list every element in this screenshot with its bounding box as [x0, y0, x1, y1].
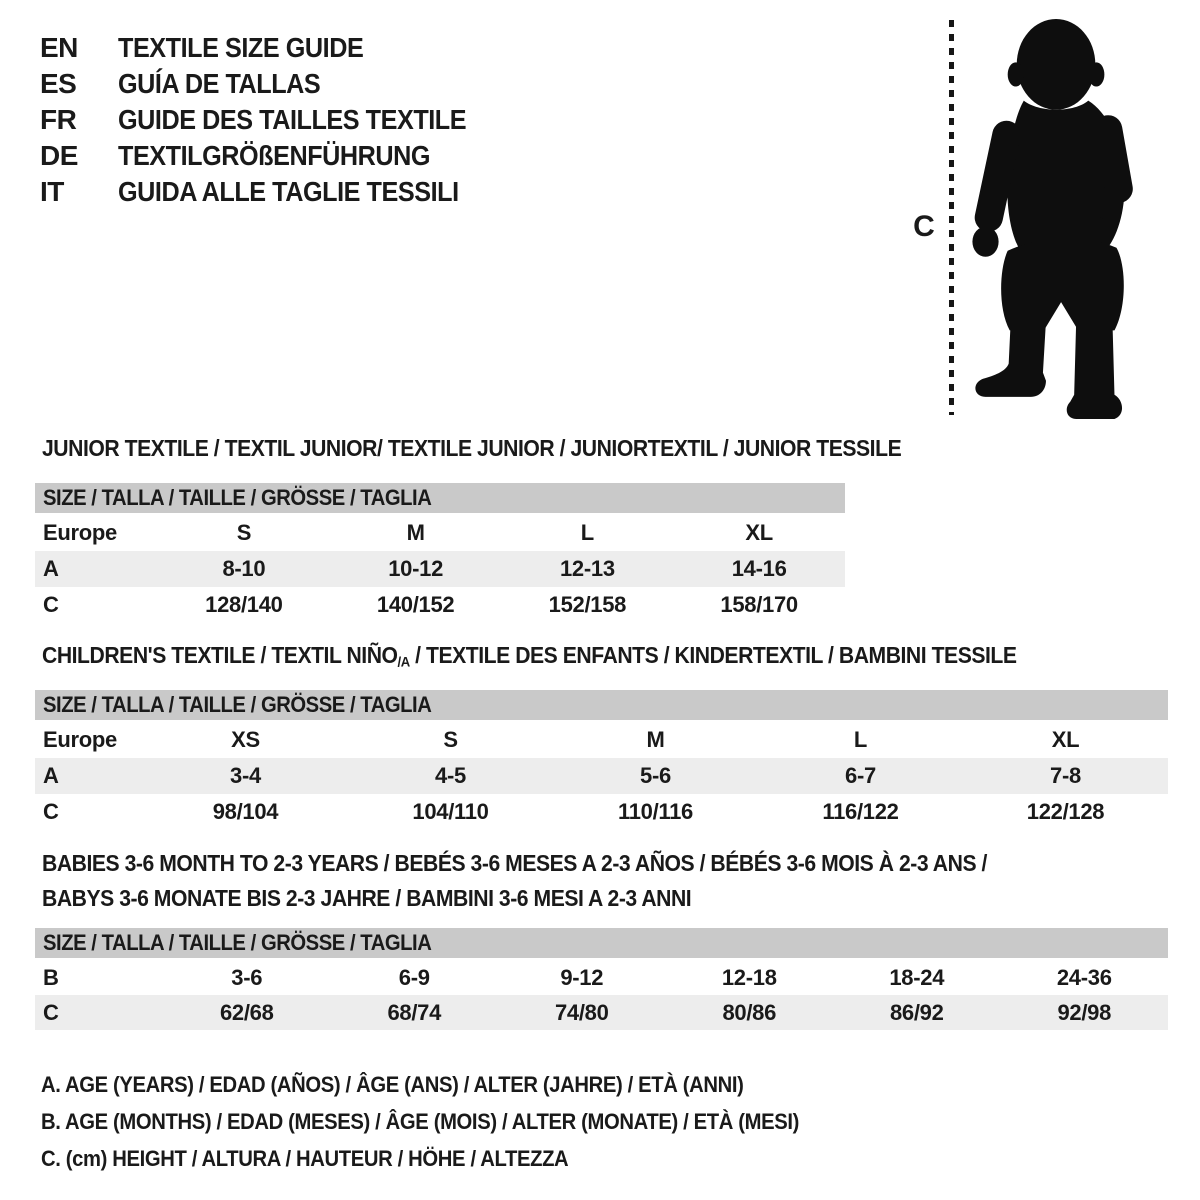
value-cell: 98/104	[212, 799, 279, 824]
language-row	[40, 66, 505, 102]
value-cell: XS	[231, 727, 260, 752]
language-list	[40, 30, 505, 210]
value-cell: 116/122	[822, 799, 899, 824]
language-code: ES	[40, 68, 77, 99]
row-label-cell: B	[43, 964, 59, 990]
children-title-sub: /A	[397, 654, 410, 671]
value-cell: 4-5	[435, 763, 466, 788]
language-code: IT	[40, 176, 64, 207]
value-cell: 12-13	[559, 556, 615, 581]
height-measure-dashed-line	[949, 20, 954, 415]
table-row	[35, 722, 1168, 758]
children-size-table	[35, 690, 1168, 830]
junior-size-table	[35, 483, 845, 623]
language-row	[40, 174, 505, 210]
value-cell: 128/140	[205, 592, 283, 617]
height-measure-label: C	[913, 210, 935, 243]
value-cell: 80/86	[722, 999, 777, 1025]
junior-size-header-text: SIZE / TALLA / TAILLE / GRÖSSE / TAGLIA	[43, 485, 432, 510]
children-size-header-text: SIZE / TALLA / TAILLE / GRÖSSE / TAGLIA	[43, 692, 432, 717]
value-cell: L	[853, 727, 868, 752]
value-cell: 110/116	[618, 799, 693, 824]
value-cell: 92/98	[1057, 999, 1112, 1025]
value-cell: 104/110	[412, 799, 489, 824]
value-cell: 7-8	[1050, 763, 1081, 788]
value-cell: 8-10	[222, 556, 266, 581]
value-cell: 3-4	[230, 763, 261, 788]
language-code: DE	[40, 140, 78, 171]
table-row	[35, 758, 1168, 794]
table-row	[35, 794, 1168, 830]
language-label: GUIDA ALLE TAGLIE TESSILI	[118, 176, 459, 207]
value-cell: 140/152	[376, 592, 455, 617]
value-cell: 62/68	[219, 999, 274, 1025]
value-cell: XL	[745, 520, 773, 545]
value-cell: 86/92	[889, 999, 944, 1025]
language-row	[40, 30, 505, 66]
value-cell: L	[580, 520, 594, 545]
value-cell: 18-24	[889, 964, 945, 990]
language-row	[40, 102, 505, 138]
value-cell: M	[646, 727, 665, 752]
junior-section-title: JUNIOR TEXTILE / TEXTIL JUNIOR/ TEXTILE JUNIOR / JUNIORTEXTIL / JUNIOR TESSILE	[42, 435, 902, 461]
language-label: GUÍA DE TALLAS	[118, 68, 321, 99]
table-row	[35, 960, 1168, 995]
value-cell: 3-6	[231, 964, 263, 990]
language-label: GUIDE DES TAILLES TEXTILE	[118, 104, 467, 135]
toddler-silhouette-icon	[963, 14, 1140, 422]
row-label-cell: C	[43, 999, 59, 1025]
babies-table	[35, 960, 1168, 1030]
value-cell: 6-7	[845, 763, 876, 788]
legend-line: A. AGE (YEARS) / EDAD (AÑOS) / ÂGE (ANS) / ALTER (JAHRE) / ETÀ (ANNI)	[41, 1072, 744, 1097]
babies-title-line2: BABYS 3-6 MONATE BIS 2-3 JAHRE / BAMBINI 3-6 MESI A 2-3 ANNI	[42, 885, 692, 911]
junior-table	[35, 515, 845, 623]
row-label-cell: C	[43, 592, 59, 617]
children-table	[35, 722, 1168, 830]
language-row	[40, 138, 505, 174]
value-cell: 68/74	[387, 999, 442, 1025]
value-cell: 5-6	[640, 763, 671, 788]
children-size-header-band	[35, 690, 1168, 720]
measurement-legend	[41, 1066, 865, 1177]
table-row	[35, 995, 1168, 1030]
value-cell: 12-18	[721, 964, 777, 990]
value-cell: 152/158	[548, 592, 627, 617]
row-label-cell: A	[43, 556, 59, 581]
language-label: TEXTILE SIZE GUIDE	[118, 32, 364, 63]
value-cell: S	[443, 727, 458, 752]
children-section-title	[42, 643, 1017, 676]
babies-section-title	[42, 846, 987, 916]
children-title-rest: / TEXTILE DES ENFANTS / KINDERTEXTIL / BAMBINI TESSILE	[409, 642, 1017, 668]
children-title-main: CHILDREN'S TEXTILE / TEXTIL NIÑO	[42, 642, 398, 668]
value-cell: S	[236, 520, 252, 545]
language-code: EN	[40, 32, 78, 63]
row-label-cell: C	[43, 799, 59, 824]
value-cell: 9-12	[560, 964, 604, 990]
language-code: FR	[40, 104, 77, 135]
value-cell: 24-36	[1056, 964, 1112, 990]
legend-line: B. AGE (MONTHS) / EDAD (MESES) / ÂGE (MOIS) / ALTER (MONATE) / ETÀ (MESI)	[41, 1109, 799, 1134]
value-cell: 10-12	[388, 556, 444, 581]
row-label-cell: Europe	[43, 520, 117, 545]
table-row	[35, 551, 845, 587]
value-cell: 158/170	[720, 592, 798, 617]
value-cell: XL	[1051, 727, 1080, 752]
table-row	[35, 587, 845, 623]
value-cell: 74/80	[554, 999, 609, 1025]
language-label: TEXTILGRÖßENFÜHRUNG	[118, 140, 431, 171]
value-cell: 122/128	[1026, 799, 1105, 824]
legend-line: C. (cm) HEIGHT / ALTURA / HAUTEUR / HÖHE / ALTEZZA	[41, 1146, 569, 1171]
value-cell: 14-16	[731, 556, 787, 581]
value-cell: M	[406, 520, 425, 545]
value-cell: 6-9	[398, 964, 430, 990]
row-label-cell: A	[43, 763, 59, 788]
babies-title-line1: BABIES 3-6 MONTH TO 2-3 YEARS / BEBÉS 3-6 MESES A 2-3 AÑOS / BÉBÉS 3-6 MOIS À 2-3 ANS /	[42, 850, 987, 876]
table-row	[35, 515, 845, 551]
junior-size-header-band	[35, 483, 845, 513]
row-label-cell: Europe	[43, 727, 117, 752]
babies-size-header-band	[35, 928, 1168, 958]
babies-size-header-text: SIZE / TALLA / TAILLE / GRÖSSE / TAGLIA	[43, 930, 432, 955]
babies-size-table	[35, 928, 1168, 1030]
